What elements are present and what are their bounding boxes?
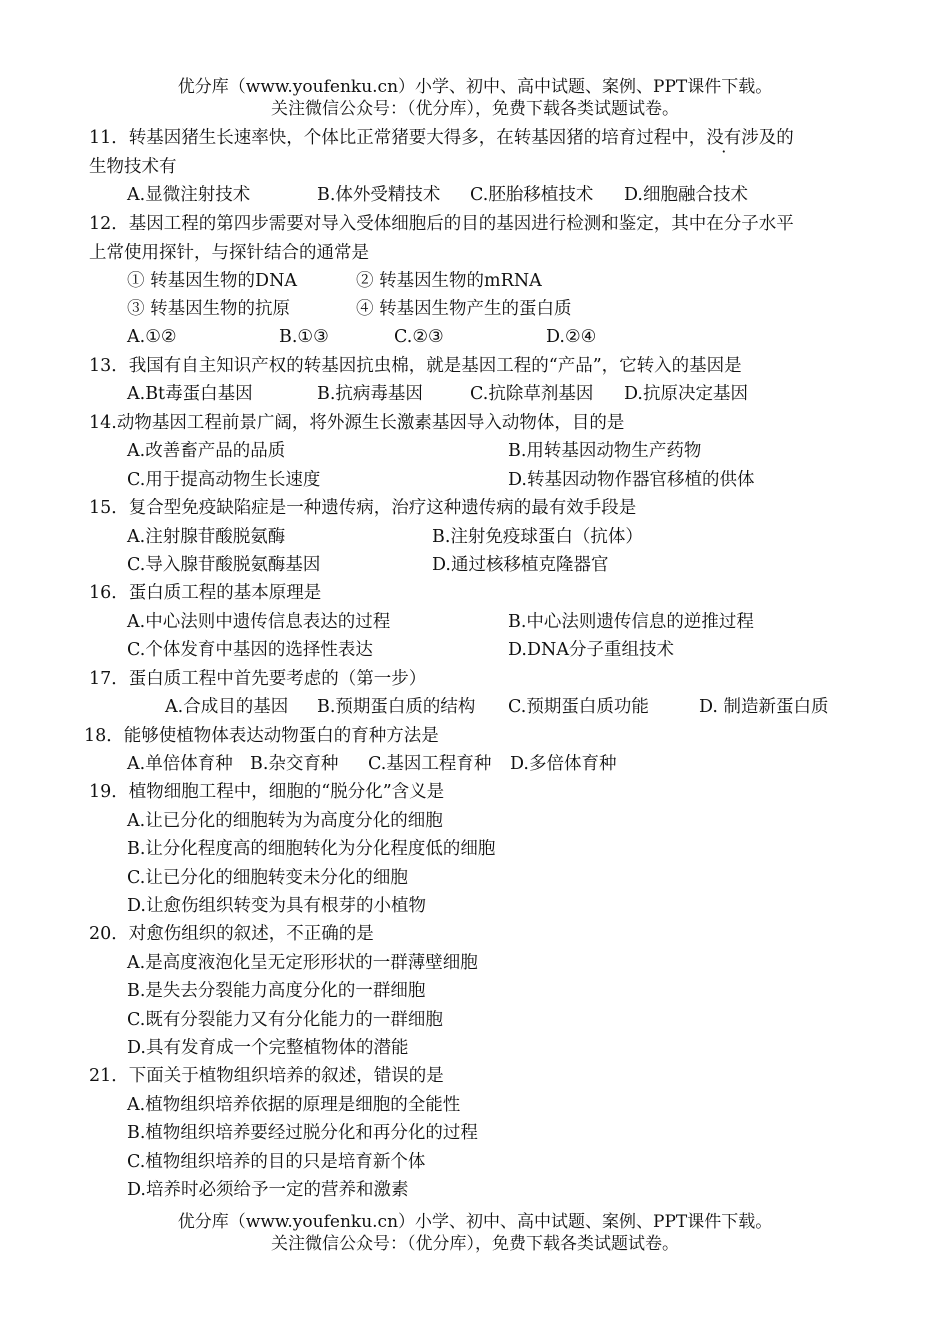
q12-item-1: ① 转基因生物的DNA xyxy=(127,271,298,291)
q16-option-b[interactable]: B.中心法则遗传信息的逆推过程 xyxy=(508,612,754,632)
q12-item-2: ② 转基因生物的mRNA xyxy=(356,271,542,291)
q11-stem-line-2: 生物技术有 xyxy=(89,157,177,177)
q11-stem-part-a: 11．转基因猪生长速率快，个体比正常猪要大得多，在转基因猪的培育过程中， xyxy=(89,128,707,148)
q15-option-c[interactable]: C.导入腺苷酸脱氨酶基因 xyxy=(127,555,321,575)
q17-option-c[interactable]: C.预期蛋白质功能 xyxy=(508,697,649,717)
q18-option-c[interactable]: C.基因工程育种 xyxy=(368,754,492,774)
q21-option-d[interactable]: D.培养时必须给予一定的营养和激素 xyxy=(127,1180,409,1200)
q20-option-c[interactable]: C.既有分裂能力又有分化能力的一群细胞 xyxy=(127,1010,443,1030)
q20-stem: 20．对愈伤组织的叙述，不正确的是 xyxy=(89,924,374,944)
q17-option-a[interactable]: A.合成目的基因 xyxy=(165,697,289,717)
q11-option-c[interactable]: C.胚胎移植技术 xyxy=(470,185,594,205)
q13-option-d[interactable]: D.抗原决定基因 xyxy=(624,384,748,404)
header-line-2: 关注微信公众号：（优分库），免费下载各类试题试卷。 xyxy=(271,99,679,119)
q15-option-d[interactable]: D.通过核移植克隆器官 xyxy=(432,555,609,575)
q19-option-b[interactable]: B.让分化程度高的细胞转化为分化程度低的细胞 xyxy=(127,839,496,859)
q13-stem: 13．我国有自主知识产权的转基因抗虫棉，就是基因工程的“产品”，它转入的基因是 xyxy=(89,356,742,376)
q11-option-b[interactable]: B.体外受精技术 xyxy=(317,185,441,205)
q16-option-a[interactable]: A.中心法则中遗传信息表达的过程 xyxy=(127,612,391,632)
q17-option-b[interactable]: B.预期蛋白质的结构 xyxy=(317,697,476,717)
q13-option-a[interactable]: A.Bt毒蛋白基因 xyxy=(127,384,253,404)
q15-option-a[interactable]: A.注射腺苷酸脱氨酶 xyxy=(127,527,286,547)
q12-option-a[interactable]: A.①② xyxy=(127,327,177,347)
q21-option-b[interactable]: B.植物组织培养要经过脱分化和再分化的过程 xyxy=(127,1123,478,1143)
q20-option-a[interactable]: A.是高度液泡化呈无定形形状的一群薄壁细胞 xyxy=(127,953,478,973)
header-line-1: 优分库（www.youfenku.cn）小学、初中、高中试题、案例、PPT课件下载。 xyxy=(177,77,773,97)
q12-stem-line-1: 12．基因工程的第四步需要对导入受体细胞后的目的基因进行检测和鉴定，其中在分子水平 xyxy=(89,214,794,234)
q11-option-d[interactable]: D.细胞融合技术 xyxy=(624,185,748,205)
q19-option-a[interactable]: A.让已分化的细胞转为为高度分化的细胞 xyxy=(127,811,443,831)
q12-stem-line-2: 上常使用探针，与探针结合的通常是 xyxy=(89,243,369,263)
q11-stem-part-b: 涉及的 xyxy=(741,128,794,148)
q15-stem: 15．复合型免疫缺陷症是一种遗传病，治疗这种遗传病的最有效手段是 xyxy=(89,498,637,518)
q17-option-d[interactable]: D. 制造新蛋白质 xyxy=(699,697,829,717)
q15-option-b[interactable]: B.注射免疫球蛋白（抗体） xyxy=(432,527,643,547)
q11-stem-emphasis: 没有 xyxy=(706,128,742,148)
q19-stem: 19．植物细胞工程中，细胞的“脱分化”含义是 xyxy=(89,782,445,802)
q12-option-d[interactable]: D.②④ xyxy=(546,327,597,347)
q11-option-a[interactable]: A.显微注射技术 xyxy=(127,185,251,205)
q16-option-c[interactable]: C.个体发育中基因的选择性表达 xyxy=(127,640,373,660)
q20-option-b[interactable]: B.是失去分裂能力高度分化的一群细胞 xyxy=(127,981,426,1001)
q21-stem: 21．下面关于植物组织培养的叙述，错误的是 xyxy=(89,1066,444,1086)
q16-option-d[interactable]: D.DNA分子重组技术 xyxy=(508,640,674,660)
q18-option-a[interactable]: A.单倍体育种 xyxy=(127,754,233,774)
footer-line-1: 优分库（www.youfenku.cn）小学、初中、高中试题、案例、PPT课件下载。 xyxy=(177,1212,773,1232)
q14-option-d[interactable]: D.转基因动物作器官移植的供体 xyxy=(508,470,755,490)
q13-option-c[interactable]: C.抗除草剂基因 xyxy=(470,384,594,404)
q14-option-b[interactable]: B.用转基因动物生产药物 xyxy=(508,441,702,461)
q18-option-d[interactable]: D.多倍体育种 xyxy=(510,754,617,774)
q12-option-b[interactable]: B.①③ xyxy=(279,327,329,347)
q12-option-c[interactable]: C.②③ xyxy=(394,327,444,347)
q16-stem: 16．蛋白质工程的基本原理是 xyxy=(89,583,322,603)
q11-stem xyxy=(89,126,794,150)
q17-stem: 17．蛋白质工程中首先要考虑的（第一步） xyxy=(89,669,427,689)
q12-item-3: ③ 转基因生物的抗原 xyxy=(127,299,291,319)
q13-option-b[interactable]: B.抗病毒基因 xyxy=(317,384,423,404)
q14-stem: 14.动物基因工程前景广阔，将外源生长激素基因导入动物体，目的是 xyxy=(89,413,625,433)
q18-stem: 18．能够使植物体表达动物蛋白的育种方法是 xyxy=(84,726,439,746)
q21-option-a[interactable]: A.植物组织培养依据的原理是细胞的全能性 xyxy=(127,1095,461,1115)
q21-option-c[interactable]: C.植物组织培养的目的只是培育新个体 xyxy=(127,1152,426,1172)
q20-option-d[interactable]: D.具有发育成一个完整植物体的潜能 xyxy=(127,1038,409,1058)
footer-line-2: 关注微信公众号：（优分库），免费下载各类试题试卷。 xyxy=(271,1234,679,1254)
q19-option-d[interactable]: D.让愈伤组织转变为具有根芽的小植物 xyxy=(127,896,426,916)
q18-option-b[interactable]: B.杂交育种 xyxy=(250,754,339,774)
q14-option-a[interactable]: A.改善畜产品的品质 xyxy=(127,441,286,461)
q12-item-4: ④ 转基因生物产生的蛋白质 xyxy=(356,299,572,319)
q14-option-c[interactable]: C.用于提高动物生长速度 xyxy=(127,470,321,490)
q19-option-c[interactable]: C.让已分化的细胞转变未分化的细胞 xyxy=(127,868,408,888)
